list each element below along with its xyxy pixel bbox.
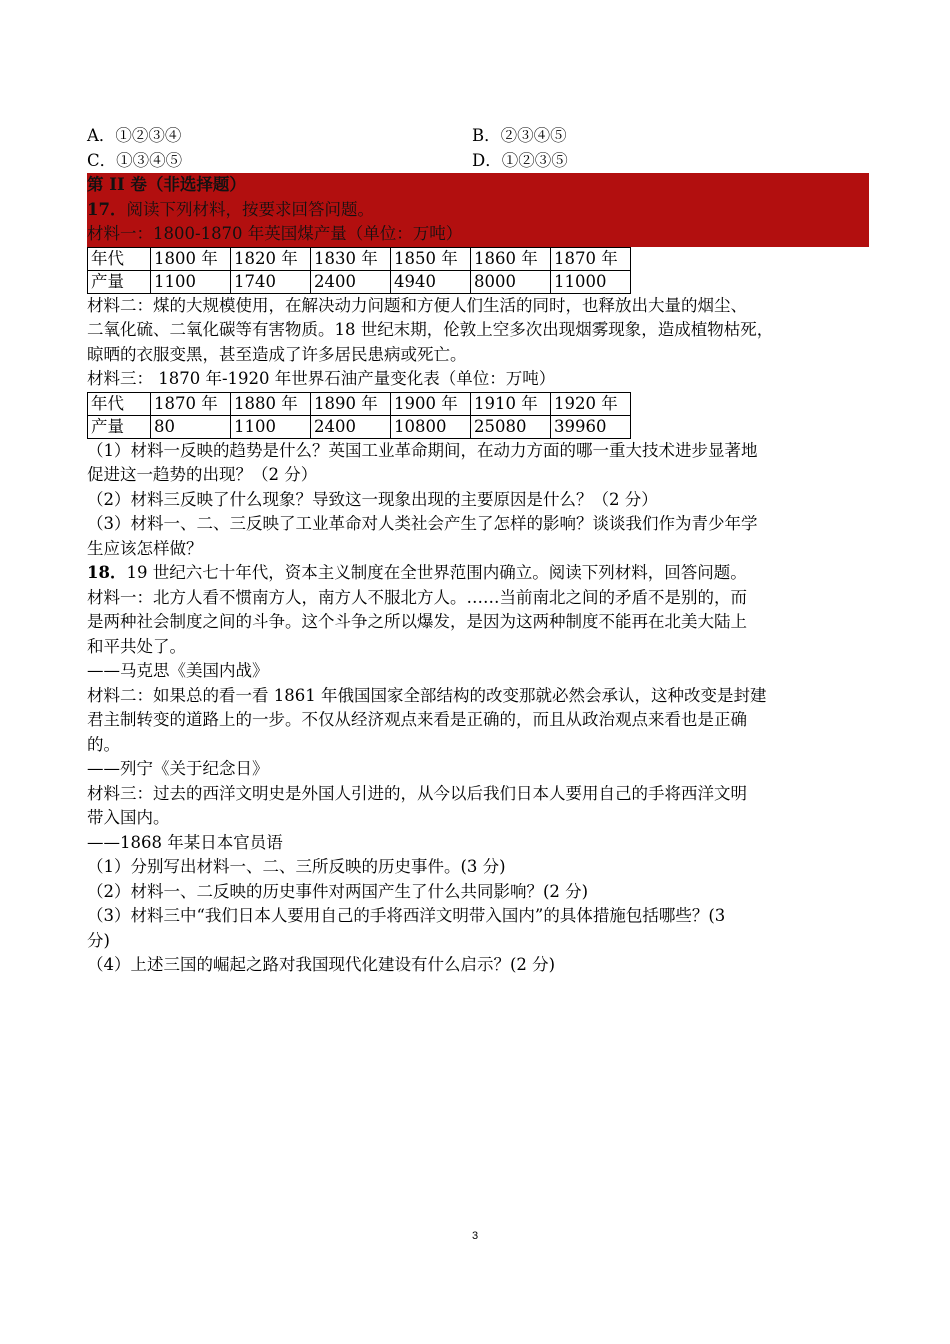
q18-material3-line: 材料三：过去的西洋文明史是外国人引进的，从今以后我们日本人要用自己的手将西洋文明 [87, 783, 747, 803]
value-cell: 11000 [551, 270, 631, 293]
row-label: 产量 [88, 415, 151, 438]
year-cell: 1920 年 [551, 392, 631, 415]
value-cell: 10800 [391, 415, 471, 438]
q18-material2-line: 材料二：如果总的看一看 1861 年俄国国家全部结构的改变那就必然会承认，这种改变是封建 [87, 685, 767, 705]
q18-material3-source: ——1868 年某日本官员语 [87, 832, 283, 852]
q18-number: 18． [87, 563, 127, 582]
year-cell: 1860 年 [471, 247, 551, 270]
value-cell: 1100 [231, 415, 311, 438]
year-cell: 1910 年 [471, 392, 551, 415]
q17-material2-line: 材料二：煤的大规模使用，在解决动力问题和方便人们生活的同时，也释放出大量的烟尘、 [87, 295, 747, 315]
q18-question2: （2）材料一、二反映的历史事件对两国产生了什么共同影响？(2 分) [87, 881, 589, 901]
q17-heading [87, 198, 869, 223]
q17-stem: 阅读下列材料，按要求回答问题。 [126, 199, 374, 219]
option-a: A．①②③④ [87, 126, 182, 145]
row-label: 年代 [88, 247, 151, 270]
value-cell: 80 [151, 415, 231, 438]
year-cell: 1870 年 [151, 392, 231, 415]
table-row [88, 392, 631, 415]
q17-material1-title: 材料一：1800-1870 年英国煤产量（单位：万吨） [87, 222, 869, 247]
year-cell: 1830 年 [311, 247, 391, 270]
document-body [87, 124, 867, 978]
q17-material2-line: 晾晒的衣服变黑，甚至造成了许多居民患病或死亡。 [87, 344, 467, 364]
q17-question3: （3）材料一、二、三反映了工业革命对人类社会产生了怎样的影响？谈谈我们作为青少年学 [87, 514, 758, 533]
options-row-1 [87, 124, 867, 149]
year-cell: 1900 年 [391, 392, 471, 415]
year-cell: 1880 年 [231, 392, 311, 415]
q18-material2-line: 的。 [87, 734, 120, 754]
options-row-2 [87, 149, 867, 174]
q18-material1-line: 和平共处了。 [87, 636, 186, 656]
q18-material2-line: 君主制转变的道路上的一步。不仅从经济观点来看是正确的，而且从政治观点来看也是正确 [87, 710, 747, 729]
q17-question1-cont: 促进这一趋势的出现？（2 分） [87, 465, 318, 484]
year-cell: 1820 年 [231, 247, 311, 270]
value-cell: 25080 [471, 415, 551, 438]
coal-production-table [87, 247, 631, 294]
q17-question2: （2）材料三反映了什么现象？导致这一现象出现的主要原因是什么？（2 分） [87, 489, 658, 509]
value-cell: 1740 [231, 270, 311, 293]
page-number: 3 [471, 1230, 479, 1242]
q17-number: 17． [87, 199, 127, 219]
q17-question1: （1）材料一反映的趋势是什么？英国工业革命期间，在动力方面的哪一重大技术进步显著地 [87, 440, 758, 460]
value-cell: 39960 [551, 415, 631, 438]
table-row [88, 247, 631, 270]
value-cell: 4940 [391, 270, 471, 293]
row-label: 年代 [88, 392, 151, 415]
q18-question3-cont: 分) [87, 930, 110, 950]
value-cell: 8000 [471, 270, 551, 293]
q18-material3-line: 带入国内。 [87, 808, 170, 827]
oil-production-table [87, 392, 631, 439]
option-c: C．①③④⑤ [87, 150, 183, 170]
option-d: D．①②③⑤ [472, 150, 568, 170]
year-cell: 1800 年 [151, 247, 231, 270]
option-b: B．②③④⑤ [472, 126, 567, 145]
q18-material1-line: 材料一：北方人看不惯南方人，南方人不服北方人。……当前南北之间的矛盾不是别的，而 [87, 587, 747, 607]
q18-question4: （4）上述三国的崛起之路对我国现代化建设有什么启示？(2 分) [87, 955, 556, 974]
q18-question1: （1）分别写出材料一、二、三所反映的历史事件。(3 分) [87, 857, 506, 876]
row-label: 产量 [88, 270, 151, 293]
value-cell: 1100 [151, 270, 231, 293]
q18-question3: （3）材料三中“我们日本人要用自己的手将西洋文明带入国内”的具体措施包括哪些？(3 [87, 906, 726, 925]
q17-material3-title: 材料三： 1870 年-1920 年世界石油产量变化表（单位：万吨） [87, 369, 556, 388]
q18-heading [87, 561, 867, 586]
value-cell: 2400 [311, 415, 391, 438]
value-cell: 2400 [311, 270, 391, 293]
year-cell: 1850 年 [391, 247, 471, 270]
year-cell: 1890 年 [311, 392, 391, 415]
q17-question3-cont: 生应该怎样做？ [87, 538, 203, 558]
section-title: 第 II 卷（非选择题） [87, 173, 869, 198]
year-cell: 1870 年 [551, 247, 631, 270]
q18-stem: 19 世纪六七十年代，资本主义制度在全世界范围内确立。阅读下列材料，回答问题。 [126, 563, 747, 582]
table-row [88, 415, 631, 438]
q18-material1-line: 是两种社会制度之间的斗争。这个斗争之所以爆发，是因为这两种制度不能再在北美大陆上 [87, 612, 747, 631]
q18-material2-source: ——列宁《关于纪念日》 [87, 759, 269, 778]
table-row [88, 270, 631, 293]
q17-material2-line: 二氧化硫、二氧化碳等有害物质。18 世纪末期，伦敦上空多次出现烟雾现象，造成植物枯死， [87, 320, 774, 339]
q18-material1-source: ——马克思《美国内战》 [87, 661, 269, 680]
